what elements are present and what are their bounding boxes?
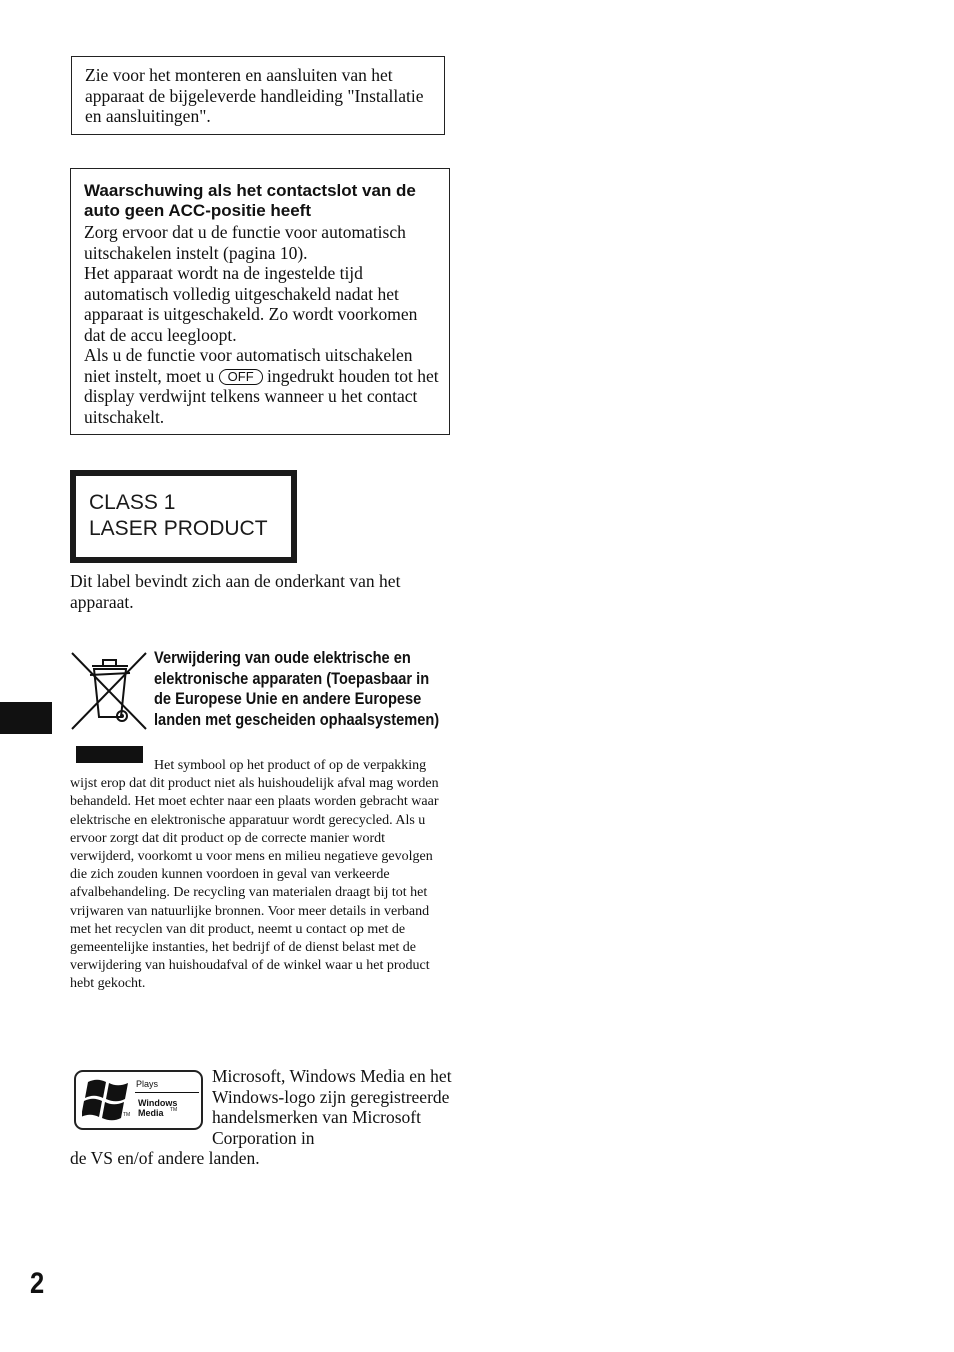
warning-title: Waarschuwing als het contactslot van de auto geen ACC-positie heeft <box>84 181 416 220</box>
logo-tm-left: TM <box>123 1112 131 1118</box>
microsoft-trademark-text: Microsoft, Windows Media en het Windows-logo zijn geregistreerde handelsmerken van Microsoft Corporation in <box>212 1066 452 1148</box>
warning-paragraph-3 <box>84 345 443 427</box>
laser-product-line: LASER PRODUCT <box>89 517 268 540</box>
crossed-out-wheeled-bin-icon <box>70 651 148 731</box>
logo-media-text: Media <box>138 1108 164 1118</box>
acc-warning-box <box>70 168 450 435</box>
laser-product-label <box>70 470 297 563</box>
logo-windows-text: Windows <box>138 1098 178 1108</box>
warning-paragraph-3-start: Als u de functie voor automatisch uitschakelen niet instelt, moet u <box>84 345 413 386</box>
warning-paragraph-2: Het apparaat wordt na de ingestelde tijd automatisch volledig uitgeschakeld nadat het apparaat is uitgeschakeld. Zo wordt voorkomen dat de accu leegloopt. <box>84 263 418 345</box>
installation-note-box <box>71 56 445 135</box>
laser-label-inner <box>76 476 291 557</box>
weee-title: Verwijdering van oude elektrische en elektronische apparaten (Toepasbaar in de Europese Unie en andere Europese landen met gescheiden ophaalsystemen) <box>154 648 440 729</box>
off-key-label: OFF <box>219 369 263 385</box>
installation-note-text: Zie voor het monteren en aansluiten van het apparaat de bijgeleverde handleiding "Installatie en aansluitingen". <box>85 65 424 126</box>
weee-body-text: Het symbool op het product of op de verpakking wijst erop dat dit product niet als huishoudelijk afval mag worden behandeld. Het moet echter naar een plaats worden gebracht waar elektrische en elektronische apparatuur wordt gerecycled. Als u ervoor zorgt dat dit product op de correcte manier wordt verwijderd, voorkomt u voor mens en milieu negatieve gevolgen die zich zouden kunnen voordoen in geval van verkeerde afvalbehandeling. De recycling van materialen draagt bij tot het vrijwaren van natuurlijke bronnen. Voor meer details in verband met het recyclen van dit product, neemt u contact op met de gemeentelijke instanties, het bedrijf of de dienst belast met de verwijdering van huishoudafval of de winkel waar u het product hebt gekocht. <box>70 758 439 992</box>
plays-windows-media-logo <box>74 1070 203 1130</box>
laser-class-line: CLASS 1 <box>89 491 176 514</box>
logo-tm-small: TM <box>170 1107 178 1113</box>
warning-paragraph-3-end: ingedrukt houden tot het display verdwijnt telkens wanneer u het contact uitschakelt. <box>84 365 439 427</box>
warning-paragraph-1: Zorg ervoor dat u de functie voor automatisch uitschakelen instelt (pagina 10). <box>84 222 406 263</box>
microsoft-trademark-text-end: de VS en/of andere landen. <box>70 1148 260 1168</box>
logo-plays-text: Plays <box>136 1079 159 1089</box>
section-tab-marker <box>0 702 52 734</box>
laser-label-caption: Dit label bevindt zich aan de onderkant van het apparaat. <box>70 571 401 612</box>
page-number: 2 <box>30 1267 45 1300</box>
